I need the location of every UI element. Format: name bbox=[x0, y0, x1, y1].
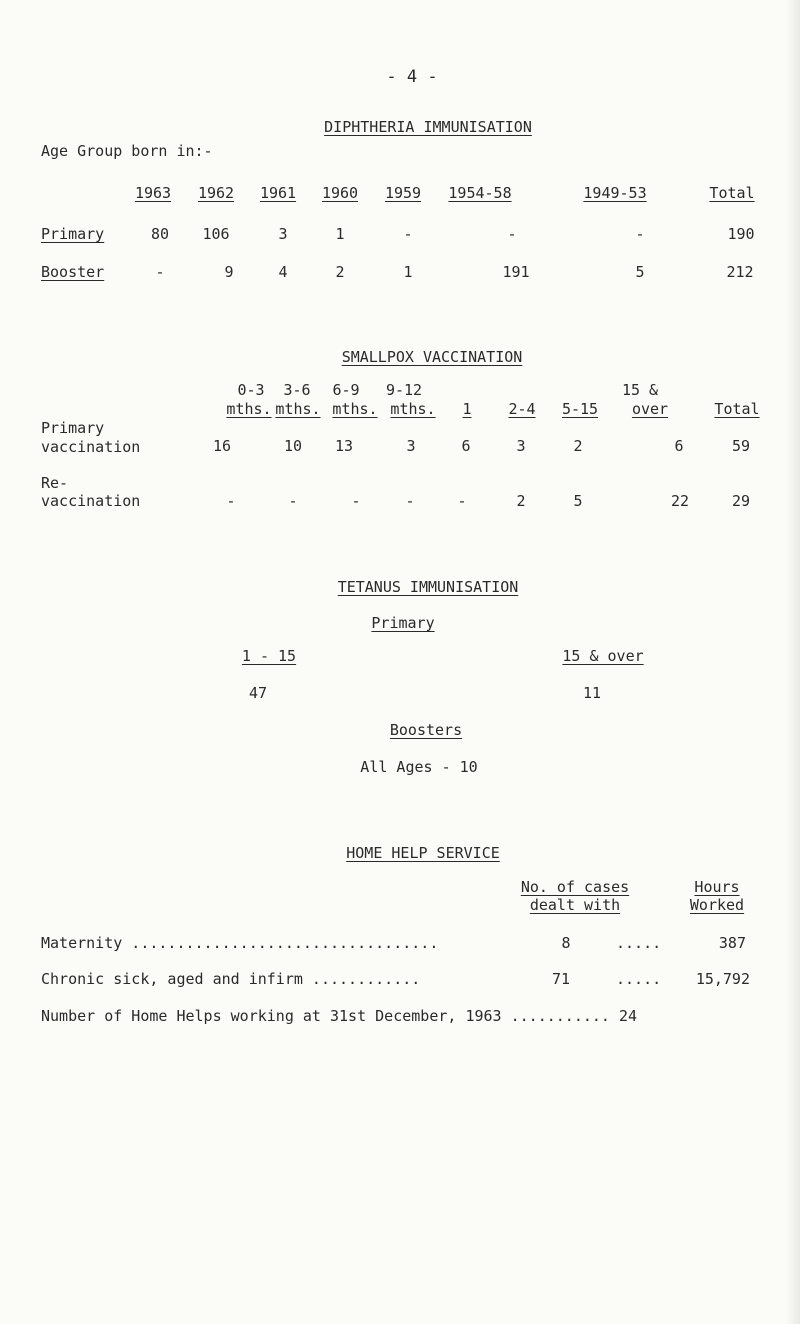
home-help-footer: Number of Home Helps working at 31st December, 1963 ........... 24 bbox=[41, 1007, 638, 1025]
sp-col-header: mths. bbox=[332, 400, 378, 418]
diph-cell: 190 bbox=[727, 225, 755, 243]
home-help-cases: 71 bbox=[551, 970, 571, 988]
diph-col-header: 1962 bbox=[197, 184, 235, 202]
diph-cell: 106 bbox=[202, 225, 230, 243]
diph-col-header: 1961 bbox=[259, 184, 297, 202]
home-help-row-label: Maternity .................................. bbox=[41, 934, 439, 952]
sp-col-header-top: 15 & bbox=[621, 381, 659, 399]
sp-col-header: Total bbox=[714, 400, 760, 418]
tetanus-col1-label: 1 - 15 bbox=[241, 647, 297, 665]
sp-cell: - bbox=[457, 492, 467, 510]
home-help-header-cases: dealt with bbox=[529, 896, 621, 914]
home-help-hours: 387 bbox=[718, 934, 746, 952]
home-help-title: HOME HELP SERVICE bbox=[346, 844, 500, 862]
diph-col-header: 1960 bbox=[321, 184, 359, 202]
sp-cell: 10 bbox=[283, 437, 303, 455]
diph-cell: 5 bbox=[635, 263, 645, 281]
sp-cell: - bbox=[288, 492, 298, 510]
sp-row-label: vaccination bbox=[41, 492, 141, 510]
sp-cell: 59 bbox=[731, 437, 751, 455]
sp-cell: 3 bbox=[516, 437, 526, 455]
sp-cell: - bbox=[351, 492, 361, 510]
diph-col-header: 1949-53 bbox=[583, 184, 647, 202]
diph-cell: 2 bbox=[335, 263, 345, 281]
sp-cell: 13 bbox=[334, 437, 354, 455]
diph-cell: - bbox=[507, 225, 517, 243]
sp-col-header: mths. bbox=[226, 400, 272, 418]
home-help-dots: ..... bbox=[616, 934, 662, 952]
diph-row-label: Booster bbox=[41, 263, 105, 281]
home-help-hours: 15,792 bbox=[695, 970, 750, 988]
home-help-header-cases: No. of cases bbox=[520, 878, 630, 896]
tetanus-col2-label: 15 & over bbox=[562, 647, 644, 665]
page-number: - 4 - bbox=[386, 67, 438, 87]
diph-cell: 1 bbox=[403, 263, 413, 281]
sp-row-label: Primary bbox=[41, 419, 105, 437]
sp-cell: 6 bbox=[674, 437, 684, 455]
sp-col-header: 1 bbox=[462, 400, 472, 418]
sp-col-header: mths. bbox=[390, 400, 436, 418]
tetanus-title: TETANUS IMMUNISATION bbox=[337, 578, 519, 596]
sp-col-header-top: 9-12 bbox=[385, 381, 423, 399]
sp-col-header-top: 0-3 bbox=[237, 381, 265, 399]
home-help-dots: ..... bbox=[616, 970, 662, 988]
home-help-cases: 8 bbox=[561, 934, 571, 952]
sp-cell: 6 bbox=[461, 437, 471, 455]
sp-col-header: 5-15 bbox=[561, 400, 599, 418]
sp-cell: 29 bbox=[731, 492, 751, 510]
smallpox-title: SMALLPOX VACCINATION bbox=[341, 348, 523, 366]
sp-col-header: mths. bbox=[275, 400, 321, 418]
sp-cell: 16 bbox=[212, 437, 232, 455]
tetanus-primary-heading: Primary bbox=[371, 614, 435, 632]
diph-cell: 191 bbox=[502, 263, 530, 281]
diph-cell: 4 bbox=[278, 263, 288, 281]
sp-row-label: Re- bbox=[41, 474, 69, 492]
diph-row-label: Primary bbox=[41, 225, 105, 243]
sp-row-label: vaccination bbox=[41, 438, 141, 456]
diph-cell: 80 bbox=[150, 225, 170, 243]
sp-cell: 2 bbox=[516, 492, 526, 510]
tetanus-boosters-heading: Boosters bbox=[389, 721, 463, 739]
sp-col-header-top: 6-9 bbox=[332, 381, 360, 399]
sp-col-header: over bbox=[631, 400, 669, 418]
diph-cell: 212 bbox=[726, 263, 754, 281]
sp-cell: 5 bbox=[573, 492, 583, 510]
sp-cell: - bbox=[226, 492, 236, 510]
page-edge-shadow bbox=[786, 0, 800, 1324]
home-help-header-hours: Worked bbox=[689, 896, 745, 914]
sp-col-header-top: 3-6 bbox=[283, 381, 311, 399]
diph-cell: - bbox=[403, 225, 413, 243]
sp-col-header: 2-4 bbox=[508, 400, 536, 418]
tetanus-col2-value: 11 bbox=[582, 684, 602, 702]
sp-cell: 3 bbox=[406, 437, 416, 455]
diph-cell: 9 bbox=[224, 263, 234, 281]
diph-col-header: 1959 bbox=[384, 184, 422, 202]
diph-cell: - bbox=[155, 263, 165, 281]
diph-col-header: 1954-58 bbox=[448, 184, 512, 202]
diph-cell: 1 bbox=[335, 225, 345, 243]
diph-col-header: Total bbox=[709, 184, 755, 202]
diph-col-header: 1963 bbox=[134, 184, 172, 202]
diphtheria-title: DIPHTHERIA IMMUNISATION bbox=[324, 118, 532, 136]
tetanus-boosters-text: All Ages - 10 bbox=[360, 758, 478, 776]
sp-cell: 22 bbox=[670, 492, 690, 510]
diph-cell: 3 bbox=[278, 225, 288, 243]
tetanus-col1-value: 47 bbox=[248, 684, 268, 702]
home-help-header-hours: Hours bbox=[694, 878, 740, 896]
diph-cell: - bbox=[635, 225, 645, 243]
age-group-label: Age Group born in:- bbox=[41, 142, 213, 160]
sp-cell: 2 bbox=[573, 437, 583, 455]
sp-cell: - bbox=[405, 492, 415, 510]
home-help-row-label: Chronic sick, aged and infirm ............ bbox=[41, 970, 421, 988]
